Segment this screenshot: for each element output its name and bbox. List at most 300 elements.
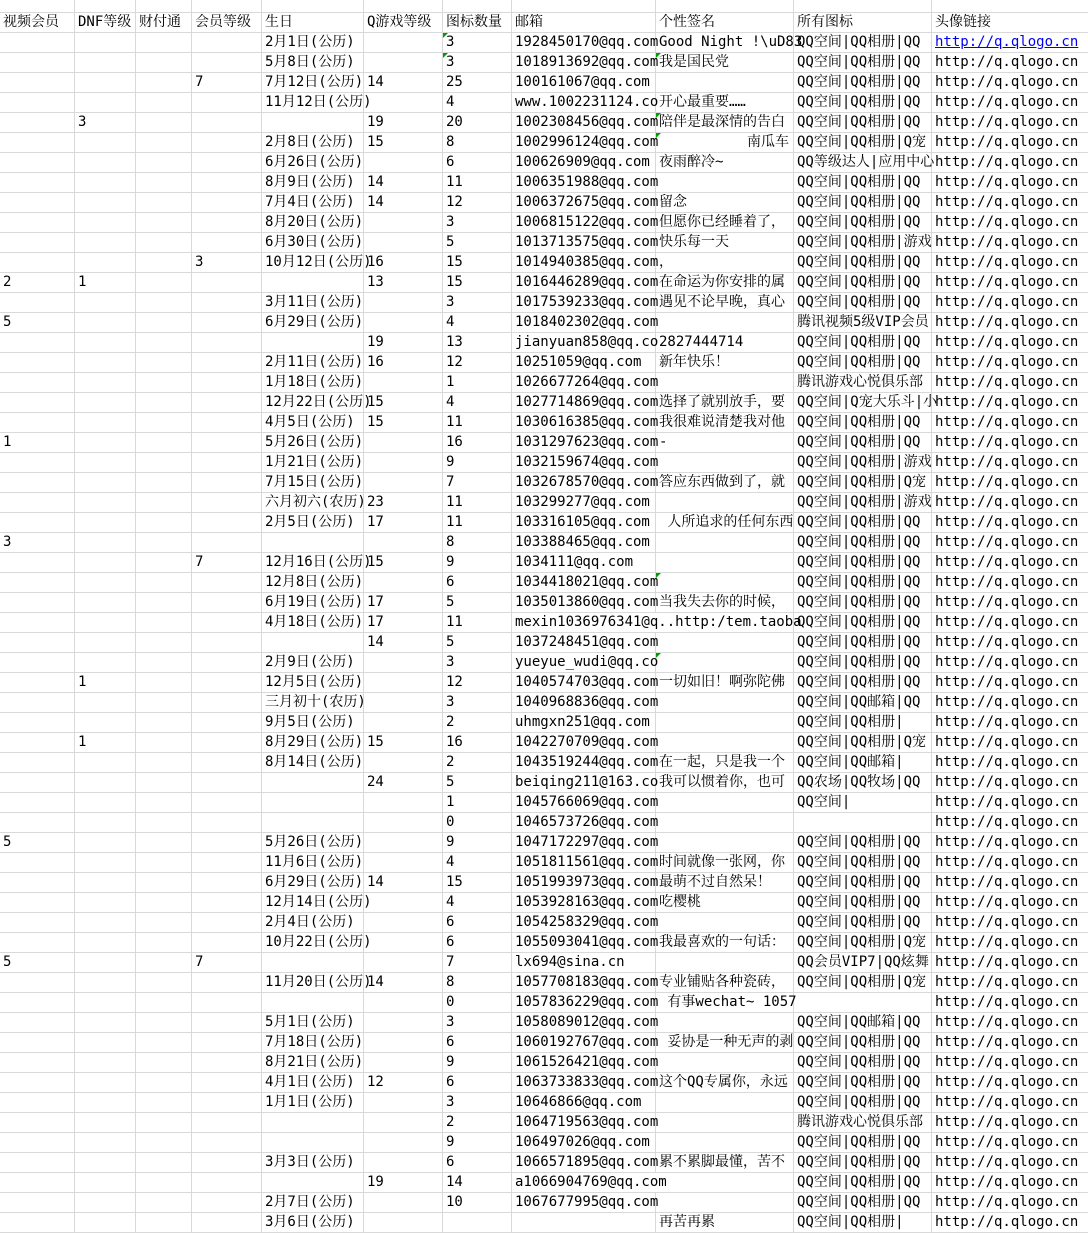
cell-email[interactable]: jianyuan858@qq.co	[512, 333, 656, 353]
cell-vip-level[interactable]	[192, 313, 262, 333]
cell-avatar-link[interactable]: http://q.qlogo.cn	[932, 473, 1088, 493]
cell-tenpay[interactable]	[136, 853, 192, 873]
cell-icon-count[interactable]: 6	[443, 573, 512, 593]
cell-birthday[interactable]	[262, 273, 364, 293]
cell-tenpay[interactable]	[136, 333, 192, 353]
cell-signature[interactable]: 我是国民党	[656, 53, 794, 73]
cell-email[interactable]: 103388465@qq.com	[512, 533, 656, 553]
cell-video-vip[interactable]	[0, 1213, 75, 1233]
cell-dnf-level[interactable]	[75, 933, 136, 953]
cell-all-icons[interactable]: QQ空间|QQ相册|QQ	[794, 673, 932, 693]
cell-icon-count[interactable]: 16	[443, 433, 512, 453]
cell-birthday[interactable]: 2月9日(公历)	[262, 653, 364, 673]
cell-email[interactable]: www.1002231124.co	[512, 93, 656, 113]
cell-qgame-level[interactable]	[364, 313, 443, 333]
cell-avatar-link[interactable]: http://q.qlogo.cn	[932, 1033, 1088, 1053]
cell-qgame-level[interactable]: 14	[364, 973, 443, 993]
cell-avatar-link[interactable]: http://q.qlogo.cn	[932, 973, 1088, 993]
column-header-email[interactable]: 邮箱	[512, 13, 656, 33]
cell-email[interactable]: 10251059@qq.com	[512, 353, 656, 373]
cell-qgame-level[interactable]	[364, 473, 443, 493]
cell-tenpay[interactable]	[136, 353, 192, 373]
cell-birthday[interactable]: 11月6日(公历)	[262, 853, 364, 873]
cell-signature[interactable]: 吃樱桃	[656, 893, 794, 913]
empty-cell-dnf-level[interactable]	[75, 0, 136, 13]
cell-vip-level[interactable]	[192, 213, 262, 233]
cell-tenpay[interactable]	[136, 153, 192, 173]
cell-vip-level[interactable]	[192, 813, 262, 833]
cell-icon-count[interactable]: 11	[443, 413, 512, 433]
cell-video-vip[interactable]	[0, 973, 75, 993]
cell-tenpay[interactable]	[136, 1033, 192, 1053]
cell-birthday[interactable]: 12月16日(公历)	[262, 553, 364, 573]
cell-vip-level[interactable]	[192, 33, 262, 53]
cell-birthday[interactable]: 5月8日(公历)	[262, 53, 364, 73]
cell-dnf-level[interactable]	[75, 833, 136, 853]
cell-vip-level[interactable]	[192, 1013, 262, 1033]
cell-email[interactable]: 1064719563@qq.com	[512, 1113, 656, 1133]
cell-birthday[interactable]: 2月11日(公历)	[262, 353, 364, 373]
cell-avatar-link[interactable]: http://q.qlogo.cn	[932, 1073, 1088, 1093]
cell-all-icons[interactable]	[794, 813, 932, 833]
cell-dnf-level[interactable]	[75, 793, 136, 813]
cell-email[interactable]: 1057836229@qq.com	[512, 993, 656, 1013]
cell-dnf-level[interactable]	[75, 713, 136, 733]
cell-avatar-link[interactable]: http://q.qlogo.cn	[932, 533, 1088, 553]
empty-cell-video-vip[interactable]	[0, 0, 75, 13]
cell-signature[interactable]: 新年快乐！	[656, 353, 794, 373]
column-header-qgame-level[interactable]: Q游戏等级	[364, 13, 443, 33]
cell-avatar-link[interactable]: http://q.qlogo.cn	[932, 1113, 1088, 1133]
cell-qgame-level[interactable]	[364, 753, 443, 773]
cell-icon-count[interactable]: 12	[443, 193, 512, 213]
cell-video-vip[interactable]	[0, 513, 75, 533]
cell-all-icons[interactable]: QQ空间|QQ相册|QQ	[794, 1073, 932, 1093]
cell-birthday[interactable]: 6月19日(公历)	[262, 593, 364, 613]
cell-icon-count[interactable]: 9	[443, 1133, 512, 1153]
cell-avatar-link[interactable]: http://q.qlogo.cn	[932, 393, 1088, 413]
cell-tenpay[interactable]	[136, 1073, 192, 1093]
cell-avatar-link[interactable]: http://q.qlogo.cn	[932, 153, 1088, 173]
cell-tenpay[interactable]	[136, 1053, 192, 1073]
cell-video-vip[interactable]	[0, 133, 75, 153]
cell-signature[interactable]	[656, 833, 794, 853]
cell-birthday[interactable]: 7月12日(公历)	[262, 73, 364, 93]
cell-email[interactable]: lx694@sina.cn	[512, 953, 656, 973]
cell-qgame-level[interactable]	[364, 1053, 443, 1073]
cell-icon-count[interactable]	[443, 1213, 512, 1233]
cell-birthday[interactable]: 12月22日(公历)	[262, 393, 364, 413]
cell-email[interactable]: 1037248451@qq.com	[512, 633, 656, 653]
cell-vip-level[interactable]	[192, 193, 262, 213]
cell-video-vip[interactable]: 5	[0, 953, 75, 973]
cell-qgame-level[interactable]	[364, 713, 443, 733]
cell-icon-count[interactable]: 5	[443, 633, 512, 653]
cell-all-icons[interactable]: QQ空间|QQ相册|Q宠	[794, 973, 932, 993]
cell-birthday[interactable]: 4月5日(公历)	[262, 413, 364, 433]
cell-icon-count[interactable]: 3	[443, 653, 512, 673]
cell-dnf-level[interactable]	[75, 593, 136, 613]
cell-email[interactable]: a1066904769@qq.com	[512, 1173, 794, 1193]
cell-tenpay[interactable]	[136, 773, 192, 793]
cell-dnf-level[interactable]	[75, 1213, 136, 1233]
cell-birthday[interactable]: 5月26日(公历)	[262, 833, 364, 853]
cell-all-icons[interactable]: QQ空间|Q宠大乐斗|小	[794, 393, 932, 413]
cell-video-vip[interactable]	[0, 873, 75, 893]
cell-vip-level[interactable]	[192, 1213, 262, 1233]
cell-email[interactable]: 1054258329@qq.com	[512, 913, 656, 933]
cell-avatar-link[interactable]: http://q.qlogo.cn	[932, 333, 1088, 353]
cell-dnf-level[interactable]	[75, 693, 136, 713]
cell-video-vip[interactable]	[0, 693, 75, 713]
cell-vip-level[interactable]	[192, 993, 262, 1013]
cell-signature[interactable]	[656, 1113, 794, 1133]
cell-email[interactable]: 1034111@qq.com	[512, 553, 656, 573]
cell-dnf-level[interactable]	[75, 1193, 136, 1213]
cell-all-icons[interactable]: QQ空间|QQ相册|QQ	[794, 593, 932, 613]
cell-qgame-level[interactable]	[364, 693, 443, 713]
cell-dnf-level[interactable]	[75, 33, 136, 53]
cell-signature[interactable]	[656, 1053, 794, 1073]
cell-birthday[interactable]: 三月初十(农历)	[262, 693, 364, 713]
cell-birthday[interactable]: 8月21日(公历)	[262, 1053, 364, 1073]
cell-avatar-link[interactable]: http://q.qlogo.cn	[932, 1153, 1088, 1173]
cell-signature[interactable]: 当我失去你的时候，	[656, 593, 794, 613]
empty-cell-icon-count[interactable]	[443, 0, 512, 13]
cell-icon-count[interactable]: 6	[443, 933, 512, 953]
cell-dnf-level[interactable]	[75, 453, 136, 473]
cell-signature[interactable]: 快乐每一天	[656, 233, 794, 253]
cell-qgame-level[interactable]: 14	[364, 193, 443, 213]
cell-video-vip[interactable]	[0, 33, 75, 53]
cell-qgame-level[interactable]	[364, 1153, 443, 1173]
cell-video-vip[interactable]	[0, 1073, 75, 1093]
empty-cell-qgame-level[interactable]	[364, 0, 443, 13]
cell-signature[interactable]	[656, 493, 794, 513]
cell-vip-level[interactable]	[192, 913, 262, 933]
cell-tenpay[interactable]	[136, 1173, 192, 1193]
cell-avatar-link[interactable]: http://q.qlogo.cn	[932, 73, 1088, 93]
cell-all-icons[interactable]: QQ空间|QQ相册|QQ	[794, 913, 932, 933]
cell-qgame-level[interactable]	[364, 653, 443, 673]
cell-email[interactable]: 1035013860@qq.com	[512, 593, 656, 613]
cell-dnf-level[interactable]	[75, 173, 136, 193]
cell-qgame-level[interactable]: 23	[364, 493, 443, 513]
cell-email[interactable]: 1026677264@qq.com	[512, 373, 656, 393]
cell-avatar-link[interactable]: http://q.qlogo.cn	[932, 873, 1088, 893]
cell-vip-level[interactable]	[192, 733, 262, 753]
cell-all-icons[interactable]: QQ空间|QQ相册|QQ	[794, 253, 932, 273]
cell-avatar-link[interactable]: http://q.qlogo.cn	[932, 493, 1088, 513]
cell-tenpay[interactable]	[136, 393, 192, 413]
cell-vip-level[interactable]	[192, 1173, 262, 1193]
cell-email[interactable]: 103316105@qq.com	[512, 513, 656, 533]
column-header-signature[interactable]: 个性签名	[656, 13, 794, 33]
cell-all-icons[interactable]: QQ空间|QQ相册|QQ	[794, 213, 932, 233]
cell-video-vip[interactable]	[0, 793, 75, 813]
cell-icon-count[interactable]: 4	[443, 393, 512, 413]
cell-birthday[interactable]: 5月26日(公历)	[262, 433, 364, 453]
cell-birthday[interactable]: 1月21日(公历)	[262, 453, 364, 473]
cell-tenpay[interactable]	[136, 553, 192, 573]
cell-email[interactable]: 1002996124@qq.com	[512, 133, 656, 153]
cell-qgame-level[interactable]: 19	[364, 333, 443, 353]
cell-signature[interactable]: 有事wechat~ 1057	[656, 993, 794, 1013]
cell-avatar-link[interactable]: http://q.qlogo.cn	[932, 673, 1088, 693]
cell-email[interactable]: 1006372675@qq.com	[512, 193, 656, 213]
cell-email[interactable]: 1032159674@qq.com	[512, 453, 656, 473]
cell-email[interactable]: 1032678570@qq.com	[512, 473, 656, 493]
cell-video-vip[interactable]	[0, 293, 75, 313]
avatar-link-hyperlink[interactable]: http://q.qlogo.cn	[932, 33, 1088, 53]
cell-signature[interactable]: -	[656, 433, 794, 453]
cell-icon-count[interactable]: 11	[443, 513, 512, 533]
cell-vip-level[interactable]	[192, 393, 262, 413]
cell-email[interactable]: 1031297623@qq.com	[512, 433, 656, 453]
cell-birthday[interactable]	[262, 1173, 364, 1193]
cell-dnf-level[interactable]	[75, 293, 136, 313]
cell-vip-level[interactable]	[192, 1033, 262, 1053]
cell-dnf-level[interactable]	[75, 773, 136, 793]
cell-icon-count[interactable]: 11	[443, 173, 512, 193]
cell-tenpay[interactable]	[136, 713, 192, 733]
cell-video-vip[interactable]	[0, 413, 75, 433]
cell-tenpay[interactable]	[136, 513, 192, 533]
cell-avatar-link[interactable]: http://q.qlogo.cn	[932, 453, 1088, 473]
cell-dnf-level[interactable]	[75, 1153, 136, 1173]
cell-qgame-level[interactable]	[364, 373, 443, 393]
cell-avatar-link[interactable]: http://q.qlogo.cn	[932, 653, 1088, 673]
cell-video-vip[interactable]	[0, 113, 75, 133]
cell-signature[interactable]: 再苦再累	[656, 1213, 794, 1233]
cell-signature[interactable]: 最萌不过自然呆！	[656, 873, 794, 893]
cell-video-vip[interactable]	[0, 1033, 75, 1053]
cell-signature[interactable]: 在一起，只是我一个	[656, 753, 794, 773]
cell-video-vip[interactable]	[0, 853, 75, 873]
cell-icon-count[interactable]: 0	[443, 813, 512, 833]
cell-avatar-link[interactable]: http://q.qlogo.cn	[932, 53, 1088, 73]
cell-icon-count[interactable]: 6	[443, 153, 512, 173]
cell-qgame-level[interactable]	[364, 1133, 443, 1153]
cell-birthday[interactable]: 6月29日(公历)	[262, 873, 364, 893]
cell-qgame-level[interactable]: 14	[364, 173, 443, 193]
cell-all-icons[interactable]: QQ空间|QQ邮箱|QQ	[794, 1013, 932, 1033]
cell-qgame-level[interactable]	[364, 853, 443, 873]
column-header-avatar-link[interactable]: 头像链接	[932, 13, 1088, 33]
cell-all-icons[interactable]: QQ空间|QQ相册|	[794, 1213, 932, 1233]
cell-qgame-level[interactable]	[364, 153, 443, 173]
cell-tenpay[interactable]	[136, 33, 192, 53]
cell-video-vip[interactable]	[0, 653, 75, 673]
cell-birthday[interactable]: 7月18日(公历)	[262, 1033, 364, 1053]
cell-birthday[interactable]: 6月29日(公历)	[262, 313, 364, 333]
cell-birthday[interactable]	[262, 793, 364, 813]
cell-signature[interactable]: 时间就像一张网，你	[656, 853, 794, 873]
cell-dnf-level[interactable]: 3	[75, 113, 136, 133]
cell-icon-count[interactable]: 6	[443, 1073, 512, 1093]
cell-icon-count[interactable]: 4	[443, 893, 512, 913]
cell-signature[interactable]	[656, 533, 794, 553]
cell-tenpay[interactable]	[136, 173, 192, 193]
cell-birthday[interactable]	[262, 1113, 364, 1133]
cell-video-vip[interactable]	[0, 493, 75, 513]
cell-email[interactable]: 1067677995@qq.com	[512, 1193, 656, 1213]
cell-qgame-level[interactable]: 19	[364, 113, 443, 133]
cell-all-icons[interactable]: QQ空间|QQ相册|游戏	[794, 453, 932, 473]
cell-video-vip[interactable]	[0, 1133, 75, 1153]
cell-video-vip[interactable]: 1	[0, 433, 75, 453]
cell-video-vip[interactable]: 3	[0, 533, 75, 553]
cell-icon-count[interactable]: 5	[443, 233, 512, 253]
cell-video-vip[interactable]	[0, 753, 75, 773]
cell-birthday[interactable]: 4月18日(公历)	[262, 613, 364, 633]
cell-all-icons[interactable]: QQ空间|QQ相册|QQ	[794, 113, 932, 133]
cell-vip-level[interactable]	[192, 753, 262, 773]
cell-all-icons[interactable]: QQ空间|QQ相册|QQ	[794, 333, 932, 353]
cell-birthday[interactable]	[262, 113, 364, 133]
cell-icon-count[interactable]: 10	[443, 1193, 512, 1213]
cell-tenpay[interactable]	[136, 273, 192, 293]
cell-vip-level[interactable]	[192, 1093, 262, 1113]
cell-vip-level[interactable]: 7	[192, 553, 262, 573]
cell-signature[interactable]: 遇见不论早晚，真心	[656, 293, 794, 313]
cell-email[interactable]: 1006815122@qq.com	[512, 213, 656, 233]
cell-all-icons[interactable]: QQ空间|QQ相册|QQ	[794, 53, 932, 73]
cell-signature[interactable]: 留念	[656, 193, 794, 213]
cell-video-vip[interactable]	[0, 1173, 75, 1193]
cell-vip-level[interactable]	[192, 493, 262, 513]
cell-signature[interactable]: 夜雨醉冷~	[656, 153, 794, 173]
cell-icon-count[interactable]: 14	[443, 1173, 512, 1193]
cell-video-vip[interactable]	[0, 633, 75, 653]
cell-vip-level[interactable]	[192, 633, 262, 653]
cell-signature[interactable]: 这个QQ专属你，永远	[656, 1073, 794, 1093]
cell-video-vip[interactable]	[0, 473, 75, 493]
cell-signature[interactable]	[656, 173, 794, 193]
cell-birthday[interactable]: 7月4日(公历)	[262, 193, 364, 213]
cell-icon-count[interactable]: 3	[443, 213, 512, 233]
cell-qgame-level[interactable]: 19	[364, 1173, 443, 1193]
cell-dnf-level[interactable]	[75, 1073, 136, 1093]
cell-dnf-level[interactable]	[75, 393, 136, 413]
cell-dnf-level[interactable]	[75, 513, 136, 533]
cell-icon-count[interactable]: 1	[443, 373, 512, 393]
cell-icon-count[interactable]: 8	[443, 133, 512, 153]
cell-signature[interactable]	[656, 793, 794, 813]
cell-icon-count[interactable]: 5	[443, 593, 512, 613]
cell-email[interactable]: 1034418021@qq.com	[512, 573, 656, 593]
cell-vip-level[interactable]	[192, 413, 262, 433]
cell-email[interactable]: 1040968836@qq.com	[512, 693, 656, 713]
cell-avatar-link[interactable]: http://q.qlogo.cn	[932, 113, 1088, 133]
cell-qgame-level[interactable]	[364, 1113, 443, 1133]
cell-video-vip[interactable]	[0, 1153, 75, 1173]
cell-avatar-link[interactable]: http://q.qlogo.cn	[932, 93, 1088, 113]
empty-cell-avatar-link[interactable]	[932, 0, 1088, 13]
cell-video-vip[interactable]	[0, 1093, 75, 1113]
cell-all-icons[interactable]: QQ空间|QQ相册|Q宠	[794, 473, 932, 493]
cell-birthday[interactable]: 2月1日(公历)	[262, 33, 364, 53]
cell-signature[interactable]: ，	[656, 253, 794, 273]
cell-video-vip[interactable]	[0, 1193, 75, 1213]
cell-qgame-level[interactable]: 14	[364, 73, 443, 93]
cell-qgame-level[interactable]	[364, 833, 443, 853]
cell-birthday[interactable]: 8月20日(公历)	[262, 213, 364, 233]
cell-avatar-link[interactable]: http://q.qlogo.cn	[932, 573, 1088, 593]
cell-qgame-level[interactable]: 15	[364, 553, 443, 573]
cell-birthday[interactable]: 6月30日(公历)	[262, 233, 364, 253]
cell-email[interactable]: 10646866@qq.com	[512, 1093, 656, 1113]
cell-qgame-level[interactable]: 17	[364, 613, 443, 633]
cell-dnf-level[interactable]	[75, 653, 136, 673]
cell-vip-level[interactable]	[192, 873, 262, 893]
cell-dnf-level[interactable]	[75, 573, 136, 593]
cell-icon-count[interactable]: 12	[443, 673, 512, 693]
cell-all-icons[interactable]: QQ空间|QQ相册|QQ	[794, 1173, 932, 1193]
cell-vip-level[interactable]	[192, 533, 262, 553]
cell-all-icons[interactable]: QQ空间|QQ相册|游戏	[794, 493, 932, 513]
cell-email[interactable]: 1928450170@qq.com	[512, 33, 656, 53]
cell-qgame-level[interactable]	[364, 233, 443, 253]
cell-signature[interactable]: Good Night !\uD83	[656, 33, 794, 53]
cell-icon-count[interactable]: 16	[443, 733, 512, 753]
cell-signature[interactable]	[656, 373, 794, 393]
cell-vip-level[interactable]	[192, 593, 262, 613]
cell-avatar-link[interactable]: http://q.qlogo.cn	[932, 753, 1088, 773]
cell-qgame-level[interactable]: 13	[364, 273, 443, 293]
cell-vip-level[interactable]	[192, 773, 262, 793]
cell-vip-level[interactable]	[192, 713, 262, 733]
cell-signature[interactable]	[656, 313, 794, 333]
cell-video-vip[interactable]	[0, 993, 75, 1013]
cell-icon-count[interactable]: 2	[443, 1113, 512, 1133]
cell-tenpay[interactable]	[136, 833, 192, 853]
cell-vip-level[interactable]	[192, 513, 262, 533]
cell-all-icons[interactable]: QQ空间|QQ相册|QQ	[794, 573, 932, 593]
cell-email[interactable]: 1055093041@qq.com	[512, 933, 656, 953]
cell-video-vip[interactable]	[0, 1053, 75, 1073]
cell-qgame-level[interactable]	[364, 453, 443, 473]
cell-all-icons[interactable]: 腾讯视频5级VIP会员	[794, 313, 932, 333]
empty-cell-all-icons[interactable]	[794, 0, 932, 13]
cell-video-vip[interactable]	[0, 333, 75, 353]
empty-cell-signature[interactable]	[656, 0, 794, 13]
cell-signature[interactable]: 我最喜欢的一句话：	[656, 933, 794, 953]
cell-tenpay[interactable]	[136, 653, 192, 673]
cell-signature[interactable]: 专业铺贴各种瓷砖，	[656, 973, 794, 993]
cell-dnf-level[interactable]	[75, 133, 136, 153]
cell-dnf-level[interactable]	[75, 553, 136, 573]
cell-icon-count[interactable]: 7	[443, 473, 512, 493]
cell-avatar-link[interactable]: http://q.qlogo.cn	[932, 633, 1088, 653]
cell-signature[interactable]	[656, 1093, 794, 1113]
cell-all-icons[interactable]: QQ会员VIP7|QQ炫舞	[794, 953, 932, 973]
cell-qgame-level[interactable]	[364, 93, 443, 113]
cell-qgame-level[interactable]	[364, 213, 443, 233]
cell-qgame-level[interactable]	[364, 1193, 443, 1213]
cell-birthday[interactable]: 12月14日(公历)	[262, 893, 364, 913]
cell-email[interactable]: mexin1036976341@q..http:/tem.taoba	[512, 613, 794, 633]
cell-birthday[interactable]	[262, 533, 364, 553]
cell-all-icons[interactable]: QQ空间|QQ相册|QQ	[794, 633, 932, 653]
cell-email[interactable]: 1066571895@qq.com	[512, 1153, 656, 1173]
cell-all-icons[interactable]: QQ空间|QQ相册|Q宠	[794, 733, 932, 753]
cell-birthday[interactable]: 2月5日(公历)	[262, 513, 364, 533]
cell-tenpay[interactable]	[136, 533, 192, 553]
cell-signature[interactable]	[656, 633, 794, 653]
cell-qgame-level[interactable]: 12	[364, 1073, 443, 1093]
cell-all-icons[interactable]: QQ空间|QQ相册|Q宠	[794, 933, 932, 953]
